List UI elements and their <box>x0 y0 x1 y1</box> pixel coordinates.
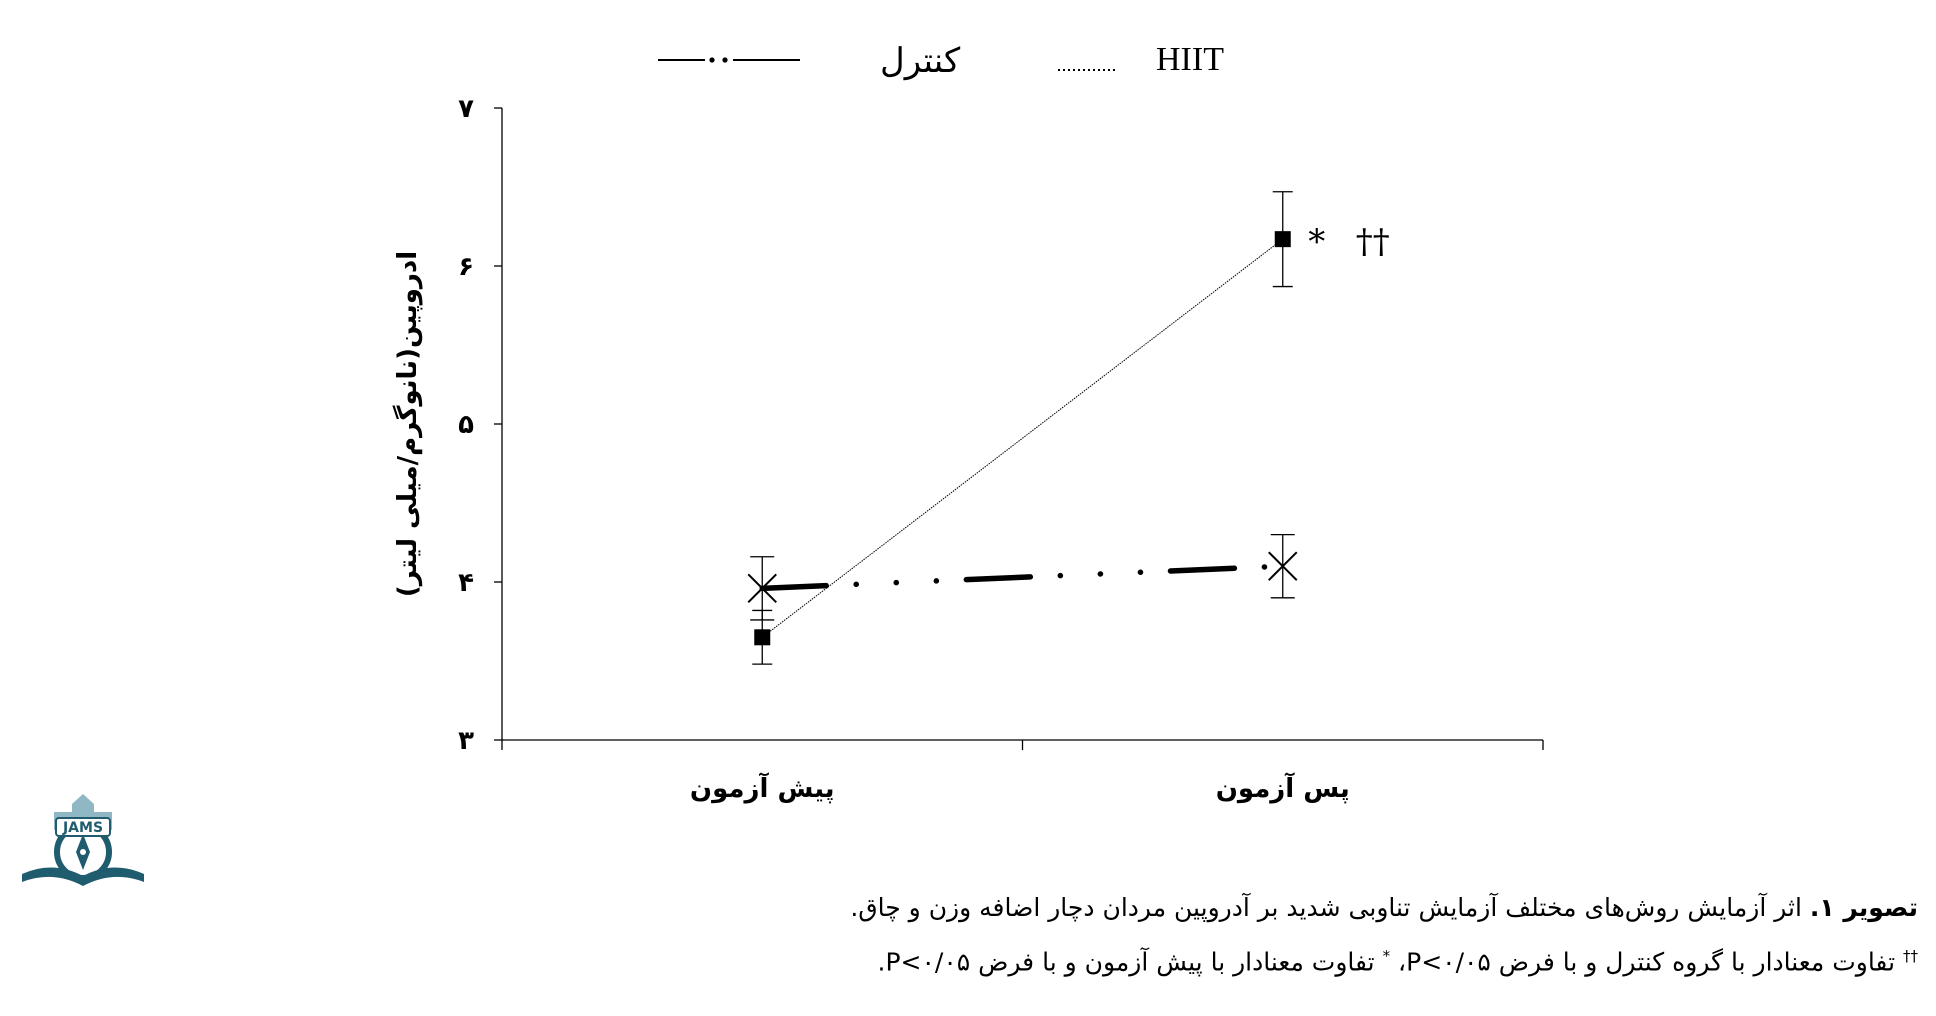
x-category-label: پس آزمون <box>1215 774 1350 804</box>
legend-control-dot <box>722 57 727 62</box>
hiit-point-marker <box>754 629 770 645</box>
y-tick-label: ۵ <box>458 410 474 440</box>
y-tick-label: ۷ <box>458 94 474 124</box>
y-tick-label: ۴ <box>458 568 474 598</box>
logo-text: JAMS <box>62 820 104 836</box>
caption-title <box>850 893 1918 922</box>
jams-logo <box>20 790 146 890</box>
caption-note-part1: تفاوت معنادار با گروه کنترل و با فرض P<۰/۰۵، <box>1398 947 1896 977</box>
series-layer <box>748 192 1390 664</box>
caption-title-text: اثر آزمایش روش‌های مختلف آزمایش تناوبی شدید بر آدروپین مردان دچار اضافه وزن و چاق. <box>850 893 1802 922</box>
legend-hiit-label: HIIT <box>1156 41 1224 78</box>
hiit-point-marker <box>1275 231 1291 247</box>
y-tick-label: ۳ <box>458 726 474 756</box>
annotation-star: * <box>1308 222 1326 263</box>
legend-control-dot <box>709 57 714 62</box>
x-category-label: پیش آزمون <box>689 774 835 804</box>
caption-dagger-symbol: †† <box>1903 947 1918 965</box>
caption-title-bold: تصویر ۱. <box>1809 893 1918 922</box>
y-tick-label: ۶ <box>458 252 474 282</box>
caption-star-symbol: * <box>1382 947 1391 965</box>
caption-note-part2: تفاوت معنادار با پیش آزمون و با فرض P<۰/۰۵. <box>877 947 1375 977</box>
legend-control-label: کنترل <box>880 43 961 80</box>
caption-note <box>878 947 1918 976</box>
axes <box>392 94 1543 804</box>
y-axis-label: ادروپین(نانوگرم/میلی لیتر) <box>393 250 423 598</box>
legend <box>658 41 1224 81</box>
annotation-dagger: †† <box>1355 222 1390 263</box>
